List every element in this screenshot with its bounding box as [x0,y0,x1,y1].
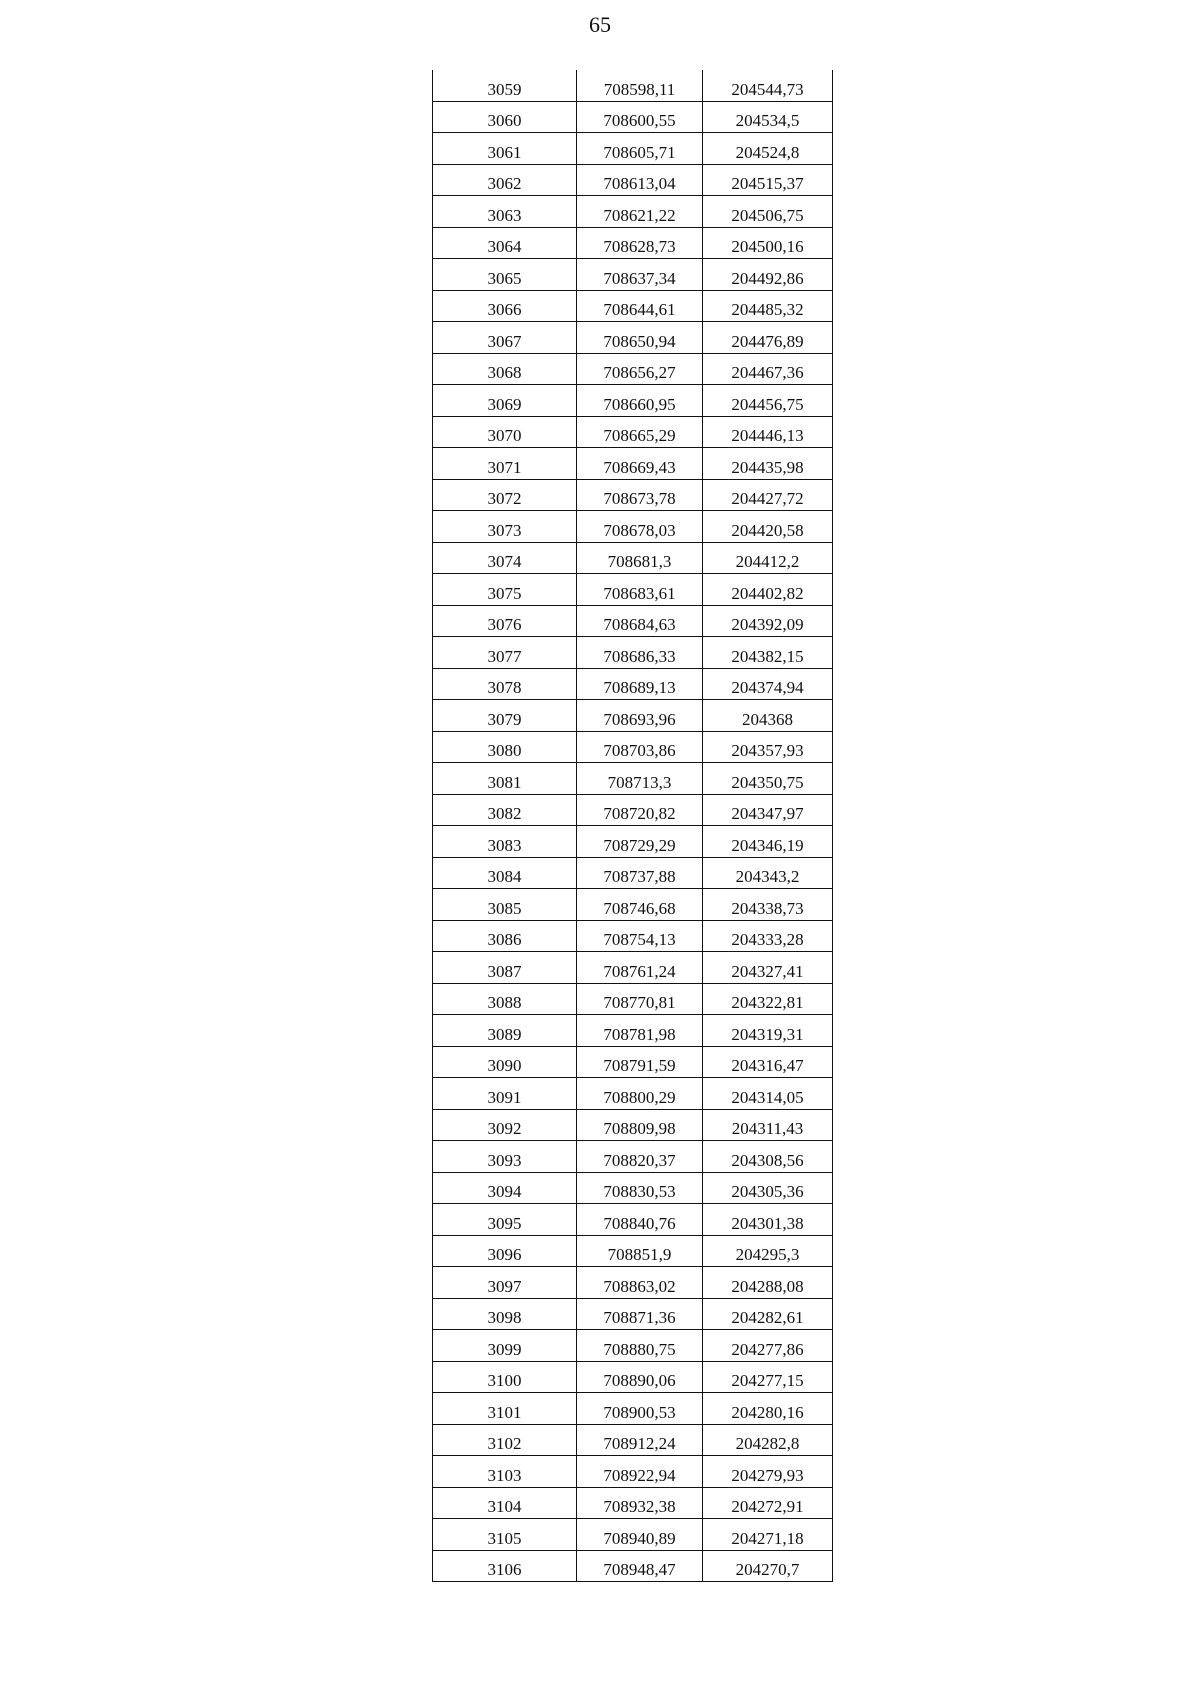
x-coordinate-cell: 708871,36 [577,1298,703,1330]
table-row [433,920,833,952]
point-number-cell: 3087 [433,952,577,984]
table-row [433,1456,833,1488]
table-row [433,637,833,669]
x-coordinate-cell: 708605,71 [577,133,703,165]
y-coordinate-cell: 204343,2 [703,857,833,889]
point-number-cell: 3091 [433,1078,577,1110]
x-coordinate-cell: 708637,34 [577,259,703,291]
x-coordinate-cell: 708703,86 [577,731,703,763]
x-coordinate-cell: 708912,24 [577,1424,703,1456]
y-coordinate-cell: 204279,93 [703,1456,833,1488]
y-coordinate-cell: 204301,38 [703,1204,833,1236]
y-coordinate-cell: 204456,75 [703,385,833,417]
table-row [433,448,833,480]
y-coordinate-cell: 204534,5 [703,101,833,133]
point-number-cell: 3093 [433,1141,577,1173]
y-coordinate-cell: 204515,37 [703,164,833,196]
table-row [433,1078,833,1110]
point-number-cell: 3088 [433,983,577,1015]
table-row [433,353,833,385]
table-row [433,731,833,763]
table-row [433,70,833,101]
point-number-cell: 3081 [433,763,577,795]
point-number-cell: 3075 [433,574,577,606]
point-number-cell: 3105 [433,1519,577,1551]
x-coordinate-cell: 708689,13 [577,668,703,700]
x-coordinate-cell: 708713,3 [577,763,703,795]
y-coordinate-cell: 204311,43 [703,1109,833,1141]
y-coordinate-cell: 204392,09 [703,605,833,637]
table-row [433,826,833,858]
y-coordinate-cell: 204427,72 [703,479,833,511]
y-coordinate-cell: 204347,97 [703,794,833,826]
table-row [433,1267,833,1299]
point-number-cell: 3080 [433,731,577,763]
y-coordinate-cell: 204435,98 [703,448,833,480]
x-coordinate-cell: 708720,82 [577,794,703,826]
y-coordinate-cell: 204524,8 [703,133,833,165]
table-row [433,1487,833,1519]
point-number-cell: 3095 [433,1204,577,1236]
y-coordinate-cell: 204420,58 [703,511,833,543]
point-number-cell: 3102 [433,1424,577,1456]
point-number-cell: 3083 [433,826,577,858]
x-coordinate-cell: 708900,53 [577,1393,703,1425]
point-number-cell: 3069 [433,385,577,417]
table-row [433,983,833,1015]
point-number-cell: 3082 [433,794,577,826]
point-number-cell: 3086 [433,920,577,952]
table-row [433,416,833,448]
table-row [433,1330,833,1362]
point-number-cell: 3104 [433,1487,577,1519]
x-coordinate-cell: 708678,03 [577,511,703,543]
x-coordinate-cell: 708922,94 [577,1456,703,1488]
table-row [433,1235,833,1267]
y-coordinate-cell: 204322,81 [703,983,833,1015]
x-coordinate-cell: 708820,37 [577,1141,703,1173]
x-coordinate-cell: 708863,02 [577,1267,703,1299]
table-row [433,196,833,228]
x-coordinate-cell: 708660,95 [577,385,703,417]
y-coordinate-cell: 204272,91 [703,1487,833,1519]
y-coordinate-cell: 204295,3 [703,1235,833,1267]
x-coordinate-cell: 708644,61 [577,290,703,322]
point-number-cell: 3065 [433,259,577,291]
y-coordinate-cell: 204327,41 [703,952,833,984]
coordinates-table-body [433,70,833,1582]
point-number-cell: 3092 [433,1109,577,1141]
table-row [433,668,833,700]
table-row [433,794,833,826]
table-row [433,1393,833,1425]
y-coordinate-cell: 204374,94 [703,668,833,700]
point-number-cell: 3064 [433,227,577,259]
table-row [433,605,833,637]
page-number: 65 [589,12,611,37]
x-coordinate-cell: 708770,81 [577,983,703,1015]
y-coordinate-cell: 204485,32 [703,290,833,322]
y-coordinate-cell: 204319,31 [703,1015,833,1047]
point-number-cell: 3103 [433,1456,577,1488]
table-row [433,1519,833,1551]
y-coordinate-cell: 204382,15 [703,637,833,669]
table-row [433,1109,833,1141]
y-coordinate-cell: 204270,7 [703,1550,833,1582]
table-row [433,259,833,291]
y-coordinate-cell: 204467,36 [703,353,833,385]
table-row [433,574,833,606]
y-coordinate-cell: 204446,13 [703,416,833,448]
point-number-cell: 3090 [433,1046,577,1078]
table-row [433,542,833,574]
point-number-cell: 3076 [433,605,577,637]
x-coordinate-cell: 708729,29 [577,826,703,858]
table-row [433,857,833,889]
point-number-cell: 3101 [433,1393,577,1425]
table-row [433,479,833,511]
x-coordinate-cell: 708684,63 [577,605,703,637]
table-row [433,763,833,795]
table-row [433,511,833,543]
x-coordinate-cell: 708673,78 [577,479,703,511]
y-coordinate-cell: 204314,05 [703,1078,833,1110]
y-coordinate-cell: 204282,61 [703,1298,833,1330]
table-row [433,1141,833,1173]
x-coordinate-cell: 708809,98 [577,1109,703,1141]
point-number-cell: 3068 [433,353,577,385]
y-coordinate-cell: 204544,73 [703,70,833,101]
table-row [433,700,833,732]
x-coordinate-cell: 708851,9 [577,1235,703,1267]
x-coordinate-cell: 708613,04 [577,164,703,196]
point-number-cell: 3072 [433,479,577,511]
y-coordinate-cell: 204316,47 [703,1046,833,1078]
y-coordinate-cell: 204346,19 [703,826,833,858]
table-row [433,101,833,133]
point-number-cell: 3084 [433,857,577,889]
point-number-cell: 3061 [433,133,577,165]
x-coordinate-cell: 708628,73 [577,227,703,259]
point-number-cell: 3085 [433,889,577,921]
point-number-cell: 3062 [433,164,577,196]
table-row [433,133,833,165]
table-row [433,322,833,354]
y-coordinate-cell: 204500,16 [703,227,833,259]
y-coordinate-cell: 204280,16 [703,1393,833,1425]
y-coordinate-cell: 204308,56 [703,1141,833,1173]
point-number-cell: 3066 [433,290,577,322]
table-row [433,1204,833,1236]
point-number-cell: 3060 [433,101,577,133]
table-row [433,889,833,921]
table-row [433,952,833,984]
y-coordinate-cell: 204277,86 [703,1330,833,1362]
x-coordinate-cell: 708683,61 [577,574,703,606]
x-coordinate-cell: 708600,55 [577,101,703,133]
point-number-cell: 3073 [433,511,577,543]
x-coordinate-cell: 708746,68 [577,889,703,921]
table-row [433,1172,833,1204]
point-number-cell: 3097 [433,1267,577,1299]
x-coordinate-cell: 708665,29 [577,416,703,448]
x-coordinate-cell: 708693,96 [577,700,703,732]
y-coordinate-cell: 204277,15 [703,1361,833,1393]
x-coordinate-cell: 708830,53 [577,1172,703,1204]
table-row [433,1015,833,1047]
point-number-cell: 3071 [433,448,577,480]
x-coordinate-cell: 708650,94 [577,322,703,354]
y-coordinate-cell: 204338,73 [703,889,833,921]
point-number-cell: 3070 [433,416,577,448]
point-number-cell: 3106 [433,1550,577,1582]
point-number-cell: 3059 [433,70,577,101]
point-number-cell: 3077 [433,637,577,669]
table-row [433,385,833,417]
point-number-cell: 3074 [433,542,577,574]
table-row [433,164,833,196]
y-coordinate-cell: 204506,75 [703,196,833,228]
y-coordinate-cell: 204412,2 [703,542,833,574]
table-row [433,1298,833,1330]
y-coordinate-cell: 204476,89 [703,322,833,354]
y-coordinate-cell: 204333,28 [703,920,833,952]
table-row [433,1046,833,1078]
point-number-cell: 3098 [433,1298,577,1330]
point-number-cell: 3096 [433,1235,577,1267]
point-number-cell: 3063 [433,196,577,228]
y-coordinate-cell: 204357,93 [703,731,833,763]
table-row [433,1361,833,1393]
y-coordinate-cell: 204271,18 [703,1519,833,1551]
point-number-cell: 3094 [433,1172,577,1204]
x-coordinate-cell: 708880,75 [577,1330,703,1362]
x-coordinate-cell: 708791,59 [577,1046,703,1078]
x-coordinate-cell: 708948,47 [577,1550,703,1582]
x-coordinate-cell: 708598,11 [577,70,703,101]
x-coordinate-cell: 708754,13 [577,920,703,952]
x-coordinate-cell: 708761,24 [577,952,703,984]
point-number-cell: 3089 [433,1015,577,1047]
x-coordinate-cell: 708669,43 [577,448,703,480]
y-coordinate-cell: 204305,36 [703,1172,833,1204]
x-coordinate-cell: 708737,88 [577,857,703,889]
point-number-cell: 3067 [433,322,577,354]
y-coordinate-cell: 204350,75 [703,763,833,795]
x-coordinate-cell: 708656,27 [577,353,703,385]
table-row [433,1550,833,1582]
x-coordinate-cell: 708840,76 [577,1204,703,1236]
coordinates-table [432,70,833,1582]
x-coordinate-cell: 708681,3 [577,542,703,574]
y-coordinate-cell: 204288,08 [703,1267,833,1299]
x-coordinate-cell: 708932,38 [577,1487,703,1519]
x-coordinate-cell: 708890,06 [577,1361,703,1393]
x-coordinate-cell: 708940,89 [577,1519,703,1551]
point-number-cell: 3079 [433,700,577,732]
table-row [433,290,833,322]
table-row [433,227,833,259]
y-coordinate-cell: 204492,86 [703,259,833,291]
point-number-cell: 3100 [433,1361,577,1393]
x-coordinate-cell: 708781,98 [577,1015,703,1047]
point-number-cell: 3099 [433,1330,577,1362]
x-coordinate-cell: 708621,22 [577,196,703,228]
x-coordinate-cell: 708686,33 [577,637,703,669]
x-coordinate-cell: 708800,29 [577,1078,703,1110]
point-number-cell: 3078 [433,668,577,700]
y-coordinate-cell: 204282,8 [703,1424,833,1456]
y-coordinate-cell: 204368 [703,700,833,732]
table-row [433,1424,833,1456]
y-coordinate-cell: 204402,82 [703,574,833,606]
